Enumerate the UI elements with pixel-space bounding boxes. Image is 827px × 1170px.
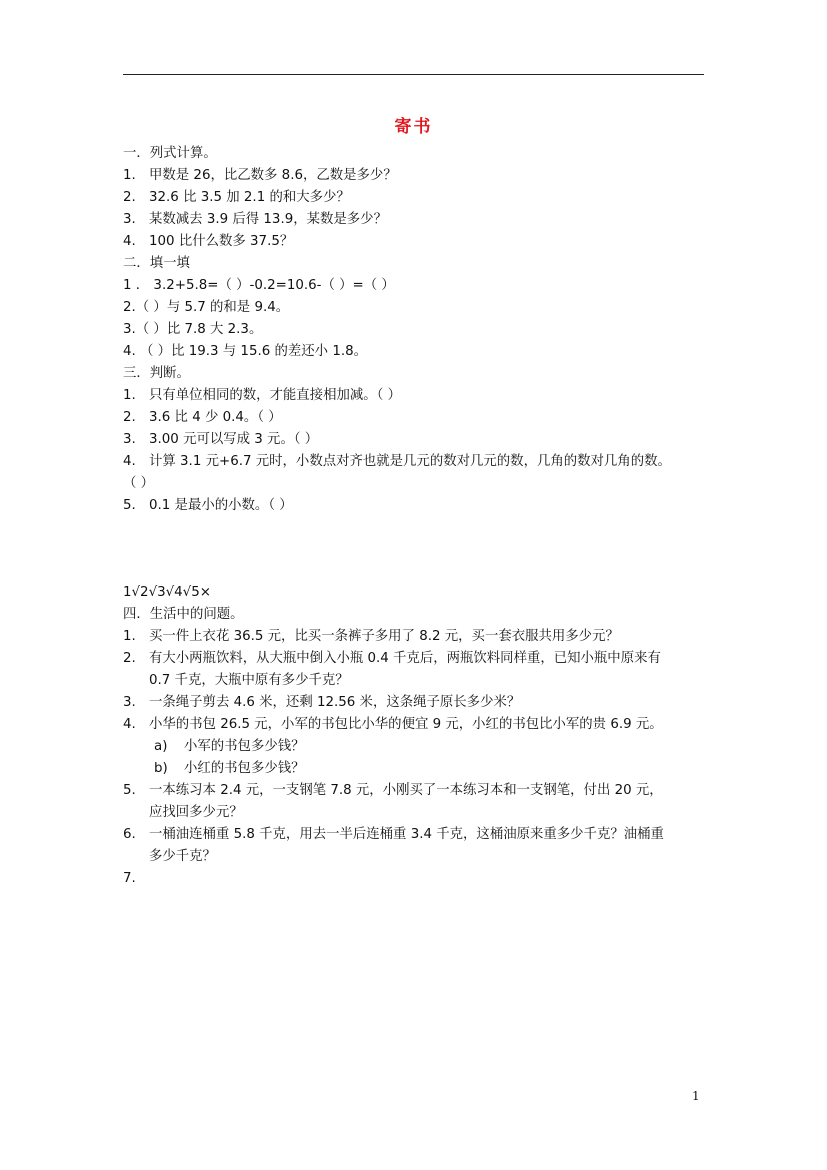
section3-heading: 三．判断。 <box>123 366 190 381</box>
item-number: 1. <box>123 388 136 403</box>
list-item <box>123 187 708 209</box>
item-text: 0.1 是最小的小数。（ ） <box>149 498 293 513</box>
sub-item-text: 小军的书包多少钱？ <box>184 739 305 754</box>
item-text: 甲数是 26，比乙数多 8.6，乙数是多少？ <box>149 168 397 183</box>
list-item <box>123 495 708 517</box>
item-number: 7. <box>123 871 136 886</box>
list-item <box>123 714 708 736</box>
item-number: 1. <box>123 168 136 183</box>
list-item <box>123 385 708 407</box>
list-item <box>123 780 708 802</box>
item-number: 2. <box>123 651 136 666</box>
item-text: 只有单位相同的数，才能直接相加减。（ ） <box>149 388 401 403</box>
item-number: 3. <box>123 212 136 227</box>
list-item <box>123 231 708 253</box>
fill-in-item: 4. （ ）比 19.3 与 15.6 的差还小 1.8。 <box>123 344 368 359</box>
fill-in-item: 3.（ ）比 7.8 大 2.3。 <box>123 322 263 337</box>
item-text: 32.6 比 3.5 加 2.1 的和大多少？ <box>149 190 350 205</box>
item-number: 4. <box>123 454 136 469</box>
item-number: 5. <box>123 498 136 513</box>
list-item <box>123 451 708 473</box>
list-item <box>123 165 708 187</box>
item-text: 3.6 比 4 少 0.4。（ ） <box>149 410 282 425</box>
sub-item-label: b) <box>154 761 168 776</box>
item-continuation: （ ） <box>123 476 155 491</box>
item-text: 计算 3.1 元+6.7 元时，小数点对齐也就是几元的数对几元的数，几角的数对几角的数。 <box>149 454 671 469</box>
item-number: 3. <box>123 432 136 447</box>
list-item <box>123 209 708 231</box>
sub-item-text: 小红的书包多少钱？ <box>184 761 305 776</box>
page-number: 1 <box>692 1089 700 1103</box>
sub-item-label: a) <box>154 739 168 754</box>
list-item <box>123 407 708 429</box>
item-text: 某数减去 3.9 后得 13.9，某数是多少？ <box>149 212 387 227</box>
item-text: 小华的书包 26.5 元，小军的书包比小华的便宜 9 元，小红的书包比小军的贵 6.9 元。 <box>149 717 663 732</box>
item-number: 5. <box>123 783 136 798</box>
item-text: 有大小两瓶饮料，从大瓶中倒入小瓶 0.4 千克后，两瓶饮料同样重，已知小瓶中原来有 <box>149 651 661 666</box>
item-continuation: 多少千克？ <box>149 849 216 864</box>
item-number: 6. <box>123 827 136 842</box>
sub-item <box>123 736 708 758</box>
list-item <box>123 692 708 714</box>
item-text: 100 比什么数多 37.5？ <box>149 234 294 249</box>
document-title: 寄书 <box>394 117 433 137</box>
section4-heading: 四．生活中的问题。 <box>123 607 244 622</box>
item-continuation: 0.7 千克，大瓶中原有多少千克？ <box>149 673 349 688</box>
list-item <box>123 824 708 846</box>
sub-item <box>123 758 708 780</box>
item-text: 一条绳子剪去 4.6 米，还剩 12.56 米，这条绳子原长多少米？ <box>149 695 521 710</box>
list-item <box>123 626 708 648</box>
section1-heading: 一．列式计算。 <box>123 146 217 161</box>
fill-in-item: 1 ． 3.2+5.8=（ ）-0.2=10.6-（ ）=（ ） <box>123 278 395 293</box>
item-number: 2. <box>123 410 136 425</box>
list-item <box>123 868 708 890</box>
header-rule <box>123 74 704 75</box>
fill-in-item: 2.（ ）与 5.7 的和是 9.4。 <box>123 300 290 315</box>
list-item <box>123 648 708 670</box>
item-number: 3. <box>123 695 136 710</box>
item-text: 3.00 元可以写成 3 元。（ ） <box>149 432 319 447</box>
item-text: 一桶油连桶重 5.8 千克，用去一半后连桶重 3.4 千克，这桶油原来重多少千克？油桶重 <box>149 827 664 842</box>
item-text: 买一件上衣花 36.5 元，比买一条裤子多用了 8.2 元，买一套衣服共用多少元？ <box>149 629 619 644</box>
item-number: 2. <box>123 190 136 205</box>
item-text: 一本练习本 2.4 元，一支钢笔 7.8 元，小刚买了一本练习本和一支钢笔，付出 20 元， <box>149 783 663 798</box>
item-number: 1. <box>123 629 136 644</box>
item-continuation: 应找回多少元？ <box>149 805 243 820</box>
list-item <box>123 429 708 451</box>
section2-heading: 二．填一填 <box>123 256 190 271</box>
answer-key: 1√2√3√4√5× <box>123 585 211 600</box>
spacer <box>123 517 708 582</box>
document-body <box>123 143 708 890</box>
item-number: 4. <box>123 717 136 732</box>
item-number: 4. <box>123 234 136 249</box>
